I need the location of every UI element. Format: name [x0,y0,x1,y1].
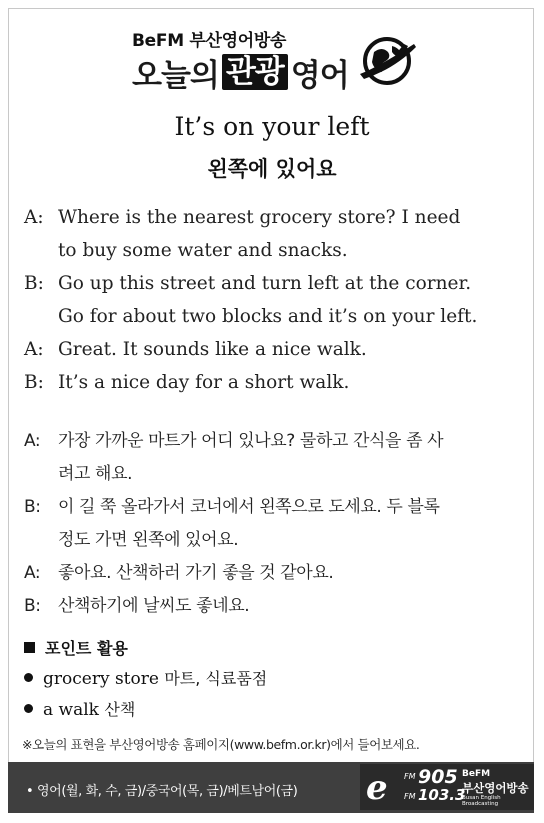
fm-label: FM [404,772,416,781]
dialog-text: It’s a nice day for a short walk. [58,372,350,393]
speaker-label: A: [24,339,44,360]
dialog-text: 려고 해요. [58,464,133,484]
square-bullet-icon [24,642,35,653]
dialog-text: 좋아요. 산책하러 가기 좋을 것 같아요. [58,563,334,583]
point-term: a walk [43,700,99,720]
logo-boxed-word: 관광 [222,54,288,90]
point-heading-text: 포인트 활용 [45,639,128,658]
dialog-text: Great. It sounds like a nice walk. [58,339,367,360]
station-name-ko: 부산영어방송 [462,781,529,795]
dialog-line [24,425,524,458]
dialog-text: Go up this street and turn left at the corner. [58,273,472,294]
e-logo-icon: e [366,768,388,808]
dialog-line [24,366,524,399]
station-subtitle: Busan English Broadcasting [462,795,501,807]
frequency-1: 905 [418,766,458,788]
dialog-korean [24,425,524,623]
globe-airplane-icon [356,30,418,92]
dialog-line [24,590,524,623]
point-item [24,697,135,720]
dialog-text: to buy some water and snacks. [58,240,348,261]
dialog-text: 산책하기에 날씨도 좋네요. [58,596,250,616]
dialog-line [24,557,524,590]
speaker-label: B: [24,596,41,616]
dialog-text: Go for about two blocks and it’s on your left. [58,306,478,327]
broadcast-languages: • 영어(월, 화, 수, 금)/중국어(목, 금)/베트남어(금) [26,784,298,799]
title-korean: 왼쪽에 있어요 [207,157,337,181]
website-note: ※오늘의 표현을 부산영어방송 홈페이지(www.befm.or.kr)에서 들어보세요. [22,737,420,752]
speaker-label: B: [24,497,41,517]
dialog-line [24,458,524,491]
dialog-english [24,201,524,399]
dialog-line [24,234,524,267]
dialog-line [24,267,524,300]
dialog-text: Where is the nearest grocery store? I need [58,207,461,228]
dialog-line [24,524,524,557]
bullet-dot-icon [24,673,33,682]
dialog-line [24,333,524,366]
dialog-line [24,201,524,234]
dialog-text: 정도 가면 왼쪽에 있어요. [58,530,239,550]
fm-label: FM [404,792,416,801]
speaker-label: A: [24,431,41,451]
frequency-2: 103.3 [418,786,466,804]
logo-part-2: 영어 [290,57,349,94]
speaker-label: A: [24,563,41,583]
station-logo [360,764,534,810]
point-term: grocery store [43,669,159,689]
dialog-line [24,300,524,333]
title-english: It’s on your left [174,112,370,141]
program-logo [132,52,349,92]
speaker-label: A: [24,207,44,228]
point-item [24,666,267,689]
bullet-dot-icon [24,704,33,713]
point-heading [24,636,128,659]
speaker-label: B: [24,372,44,393]
dialog-line [24,491,524,524]
speaker-label: B: [24,273,44,294]
point-meaning: 산책 [104,700,136,719]
logo-part-1: 오늘의 [132,57,219,94]
point-meaning: 마트, 식료품점 [164,669,268,688]
dialog-text: 가장 가까운 마트가 어디 있나요? 물하고 간식을 좀 사 [58,431,444,451]
dialog-text: 이 길 쭉 올라가서 코너에서 왼쪽으로 도세요. 두 블록 [58,497,440,517]
footer-bar [8,762,534,813]
brand-line: BeFM 부산영어방송 [132,31,287,51]
station-name-en: BeFM [462,769,491,779]
